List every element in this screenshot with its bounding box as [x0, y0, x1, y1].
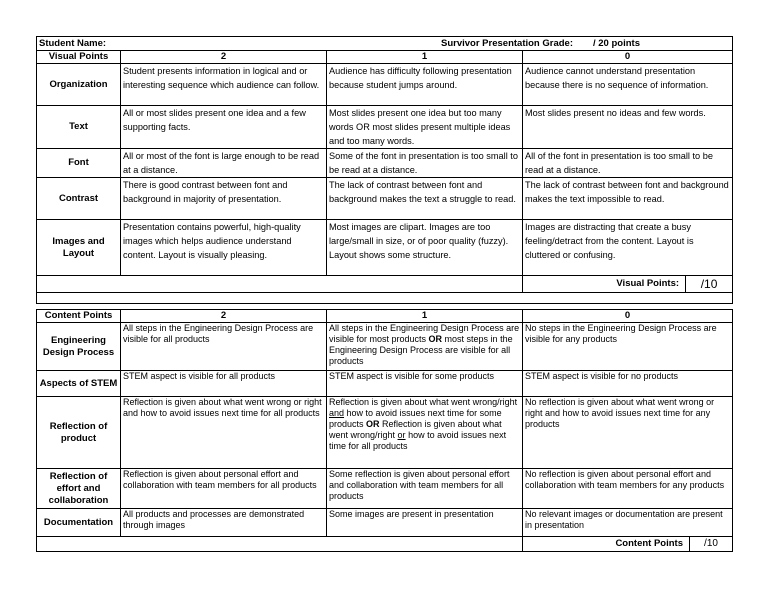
table-row	[37, 397, 733, 469]
content-header-row	[37, 310, 733, 323]
cell-2: All or most slides present one idea and a few supporting facts.	[121, 106, 327, 149]
blank-cell	[37, 293, 733, 304]
row-label: Organization	[37, 64, 121, 106]
cell-0: No relevant images or documentation are present in presentation	[523, 509, 733, 537]
cell-1	[327, 397, 523, 469]
cell-1-text-a: All steps in the Engineering Design Process are visible for most products	[329, 323, 520, 344]
cell-0: Audience cannot understand presentation because there is no sequence of information.	[523, 64, 733, 106]
table-row	[37, 106, 733, 149]
table-row	[37, 178, 733, 220]
row-label: Font	[37, 149, 121, 178]
cell-1-text-d: how to avoid issues next time for all products	[329, 430, 507, 451]
cell-2: Student presents information in logical and or interesting sequence which audience can follow.	[121, 64, 327, 106]
col-1-header: 1	[327, 310, 523, 323]
cell-0: Images are distracting that create a busy feeling/detract from the content. Layout is cluttered or confusing.	[523, 220, 733, 276]
visual-points-header: Visual Points	[37, 51, 121, 64]
cell-0: No steps in the Engineering Design Process are visible for any products	[523, 323, 733, 371]
row-label: Documentation	[37, 509, 121, 537]
cell-0: No reflection is given about what went wrong or right and how to avoid issues next time for any products	[523, 397, 733, 469]
cell-1-text-b: most steps in the Engineering Design Process are visible for all products	[329, 334, 513, 366]
col-0-header: 0	[523, 51, 733, 64]
content-total-cell	[523, 537, 733, 552]
table-row	[37, 469, 733, 509]
table-row	[37, 220, 733, 276]
col-1-header: 1	[327, 51, 523, 64]
cell-2: There is good contrast between font and background in majority of presentation.	[121, 178, 327, 220]
cell-1: Some images are present in presentation	[327, 509, 523, 537]
row-label: Reflection of effort and collaboration	[37, 469, 121, 509]
cell-2: Reflection is given about personal effort and collaboration with team members for all products	[121, 469, 327, 509]
col-0-header: 0	[523, 310, 733, 323]
visual-total-row	[37, 276, 733, 293]
cell-1: Most slides present one idea but too many words OR most slides present multiple ideas and too many words.	[327, 106, 523, 149]
spacer	[37, 276, 523, 293]
visual-total-cell	[523, 276, 733, 293]
cell-2: Presentation contains powerful, high-quality images which helps audience understand content. Layout is visually pleasing.	[121, 220, 327, 276]
cell-1: Some of the font in presentation is too small to be read at a distance.	[327, 149, 523, 178]
grade-label: Survivor Presentation Grade:	[441, 38, 573, 49]
student-name-label: Student Name:	[39, 38, 107, 49]
visual-total-label: Visual Points:	[616, 278, 680, 289]
content-total-row	[37, 537, 733, 552]
row-label: Aspects of STEM	[37, 371, 121, 397]
row-label: Text	[37, 106, 121, 149]
cell-1-or: OR	[428, 334, 443, 344]
row-label: Engineering Design Process	[37, 323, 121, 371]
row-label: Reflection of product	[37, 397, 121, 469]
cell-0: STEM aspect is visible for no products	[523, 371, 733, 397]
content-total-value[interactable]: /10	[689, 537, 732, 551]
grade-points: / 20 points	[593, 38, 640, 49]
spacer	[37, 537, 523, 552]
table-row	[37, 323, 733, 371]
table-row	[37, 509, 733, 537]
table-row	[37, 64, 733, 106]
row-label: Contrast	[37, 178, 121, 220]
cell-1-or-underlined: or	[397, 430, 406, 440]
content-points-header: Content Points	[37, 310, 121, 323]
content-total-label: Content Points	[615, 538, 683, 549]
table-row	[37, 371, 733, 397]
cell-2: All steps in the Engineering Design Process are visible for all products	[121, 323, 327, 371]
visual-rubric-table	[36, 36, 733, 304]
cell-2: STEM aspect is visible for all products	[121, 371, 327, 397]
cell-1: Audience has difficulty following presentation because student jumps around.	[327, 64, 523, 106]
cell-1: STEM aspect is visible for some products	[327, 371, 523, 397]
cell-1: Some reflection is given about personal effort and collaboration with team members for all products	[327, 469, 523, 509]
cell-0: Most slides present no ideas and few words.	[523, 106, 733, 149]
cell-2: All or most of the font is large enough to be read at a distance.	[121, 149, 327, 178]
cell-2: Reflection is given about what went wrong or right and how to avoid issues next time for all products	[121, 397, 327, 469]
visual-total-value[interactable]: /10	[685, 276, 732, 292]
visual-header-row	[37, 51, 733, 64]
cell-1: Most images are clipart. Images are too large/small in size, or of poor quality (fuzzy). Layout shows some structure.	[327, 220, 523, 276]
cell-1-text-b: how to avoid issues next time for some products	[329, 408, 502, 429]
cell-1-text-c: Reflection is given about what went wrong/right	[329, 419, 502, 440]
cell-0: All of the font in presentation is too small to be read at a distance.	[523, 149, 733, 178]
cell-1-or: OR	[366, 419, 380, 429]
cell-0: No reflection is given about personal effort and collaboration with team members for any products	[523, 469, 733, 509]
content-rubric-table	[36, 309, 733, 552]
row-label: Images and Layout	[37, 220, 121, 276]
blank-row	[37, 293, 733, 304]
col-2-header: 2	[121, 310, 327, 323]
col-2-header: 2	[121, 51, 327, 64]
cell-1-text-a: Reflection is given about what went wrong/right	[329, 397, 518, 407]
table-row	[37, 149, 733, 178]
cell-1	[327, 323, 523, 371]
header-row	[37, 37, 733, 51]
cell-0: The lack of contrast between font and background makes the text impossible to read.	[523, 178, 733, 220]
cell-1-and: and	[329, 408, 345, 418]
student-name-cell[interactable]	[37, 37, 733, 51]
cell-1: The lack of contrast between font and background makes the text a struggle to read.	[327, 178, 523, 220]
cell-2: All products and processes are demonstrated through images	[121, 509, 327, 537]
